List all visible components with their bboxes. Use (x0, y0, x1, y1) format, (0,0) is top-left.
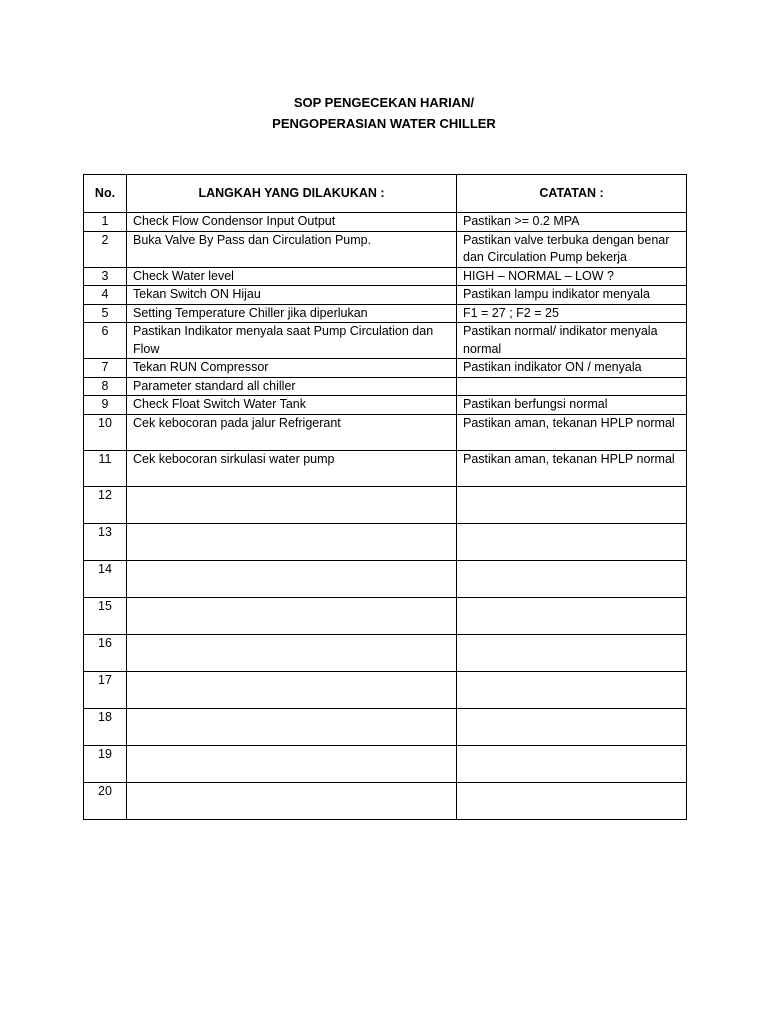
table-row (84, 782, 687, 819)
table-row (84, 745, 687, 782)
table-row (84, 708, 687, 745)
note-cell: Pastikan aman, tekanan HPLP normal (457, 414, 687, 450)
column-header-no: No. (84, 175, 127, 213)
table-row (84, 377, 687, 396)
table-row (84, 267, 687, 286)
row-number: 12 (84, 486, 127, 523)
table-row (84, 396, 687, 415)
note-cell: Pastikan indikator ON / menyala (457, 359, 687, 378)
note-cell (457, 523, 687, 560)
step-cell (127, 597, 457, 634)
step-cell: Tekan RUN Compressor (127, 359, 457, 378)
row-number: 11 (84, 450, 127, 486)
step-cell: Cek kebocoran sirkulasi water pump (127, 450, 457, 486)
table-row (84, 671, 687, 708)
row-number: 15 (84, 597, 127, 634)
table-row (84, 231, 687, 267)
row-number: 9 (84, 396, 127, 415)
row-number: 18 (84, 708, 127, 745)
row-number: 13 (84, 523, 127, 560)
step-cell (127, 560, 457, 597)
note-cell (457, 486, 687, 523)
note-cell (457, 634, 687, 671)
step-cell: Buka Valve By Pass dan Circulation Pump. (127, 231, 457, 267)
note-cell (457, 708, 687, 745)
table-row (84, 523, 687, 560)
step-cell (127, 523, 457, 560)
note-cell (457, 377, 687, 396)
table-row (84, 359, 687, 378)
note-cell (457, 745, 687, 782)
note-cell: Pastikan valve terbuka dengan benar dan Circulation Pump bekerja (457, 231, 687, 267)
row-number: 10 (84, 414, 127, 450)
row-number: 19 (84, 745, 127, 782)
note-cell: Pastikan aman, tekanan HPLP normal (457, 450, 687, 486)
column-header-note: CATATAN : (457, 175, 687, 213)
step-cell: Check Water level (127, 267, 457, 286)
step-cell (127, 671, 457, 708)
row-number: 8 (84, 377, 127, 396)
document-title-line-2: PENGOPERASIAN WATER CHILLER (272, 116, 496, 131)
row-number: 5 (84, 304, 127, 323)
table-row (84, 634, 687, 671)
table-row (84, 304, 687, 323)
document-title-line-1: SOP PENGECEKAN HARIAN/ (293, 95, 475, 110)
step-cell (127, 486, 457, 523)
row-number: 16 (84, 634, 127, 671)
note-cell: Pastikan >= 0.2 MPA (457, 213, 687, 232)
row-number: 17 (84, 671, 127, 708)
table-row (84, 486, 687, 523)
table-row (84, 213, 687, 232)
step-cell: Pastikan Indikator menyala saat Pump Circulation dan Flow (127, 323, 457, 359)
note-cell (457, 560, 687, 597)
column-header-step: LANGKAH YANG DILAKUKAN : (127, 175, 457, 213)
row-number: 3 (84, 267, 127, 286)
table-header-row (84, 175, 687, 213)
row-number: 6 (84, 323, 127, 359)
table-row (84, 597, 687, 634)
step-cell (127, 708, 457, 745)
note-cell: Pastikan normal/ indikator menyala normal (457, 323, 687, 359)
step-cell: Cek kebocoran pada jalur Refrigerant (127, 414, 457, 450)
note-cell (457, 671, 687, 708)
step-cell: Tekan Switch ON Hijau (127, 286, 457, 305)
row-number: 1 (84, 213, 127, 232)
table-row (84, 286, 687, 305)
row-number: 4 (84, 286, 127, 305)
table-row (84, 560, 687, 597)
note-cell: HIGH – NORMAL – LOW ? (457, 267, 687, 286)
sop-checklist-table (83, 174, 687, 820)
step-cell: Parameter standard all chiller (127, 377, 457, 396)
row-number: 7 (84, 359, 127, 378)
table-row (84, 414, 687, 450)
step-cell: Check Float Switch Water Tank (127, 396, 457, 415)
table-row (84, 323, 687, 359)
row-number: 2 (84, 231, 127, 267)
step-cell (127, 634, 457, 671)
row-number: 14 (84, 560, 127, 597)
note-cell: Pastikan lampu indikator menyala (457, 286, 687, 305)
note-cell (457, 782, 687, 819)
step-cell: Setting Temperature Chiller jika diperlukan (127, 304, 457, 323)
note-cell: Pastikan berfungsi normal (457, 396, 687, 415)
note-cell (457, 597, 687, 634)
step-cell: Check Flow Condensor Input Output (127, 213, 457, 232)
note-cell: F1 = 27 ; F2 = 25 (457, 304, 687, 323)
table-row (84, 450, 687, 486)
step-cell (127, 745, 457, 782)
row-number: 20 (84, 782, 127, 819)
step-cell (127, 782, 457, 819)
